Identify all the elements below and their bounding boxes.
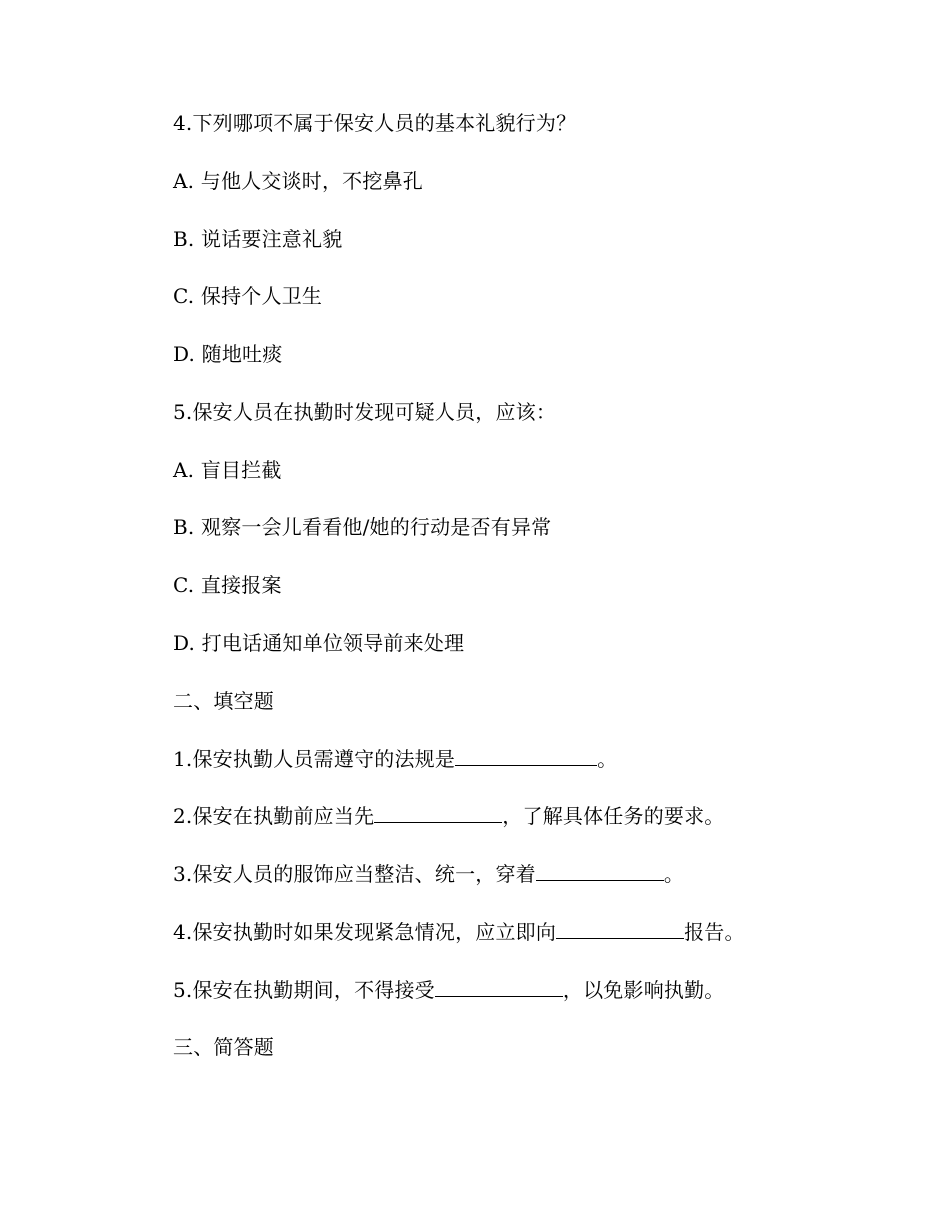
fill-item-5-before: 5.保安在执勤期间，不得接受 — [173, 978, 435, 1002]
section-short-heading: 三、简答题 — [173, 1035, 274, 1059]
fill-blank-2 — [374, 804, 502, 823]
fill-blank-4 — [556, 920, 684, 939]
question-4-option-c: C. 保持个人卫生 — [173, 284, 323, 308]
section-fill-heading: 二、填空题 — [173, 689, 274, 713]
fill-item-4-before: 4.保安执勤时如果发现紧急情况，应立即向 — [173, 920, 557, 944]
fill-item-1-after: 。 — [597, 747, 618, 771]
fill-item-3-after: 。 — [663, 862, 685, 886]
fill-item-2-after: ，了解具体任务的要求。 — [502, 804, 725, 828]
question-4-option-a: A. 与他人交谈时，不挖鼻孔 — [173, 169, 423, 193]
fill-item-1 — [173, 745, 617, 773]
fill-item-2 — [173, 802, 725, 830]
fill-item-3 — [173, 860, 684, 888]
fill-item-3-before: 3.保安人员的服饰应当整洁、统一，穿着 — [173, 862, 536, 886]
question-5-stem: 5.保安人员在执勤时发现可疑人员，应该： — [173, 400, 557, 424]
question-5-option-c: C. 直接报案 — [173, 573, 282, 597]
fill-item-4-after: 报告。 — [684, 920, 745, 944]
question-5-option-b: B. 观察一会儿看看他/她的行动是否有异常 — [173, 515, 552, 539]
question-4-option-d: D. 随地吐痰 — [173, 342, 283, 366]
fill-blank-1 — [455, 747, 597, 766]
fill-item-2-before: 2.保安在执勤前应当先 — [173, 804, 375, 828]
fill-item-5-after: ，以免影响执勤。 — [562, 978, 725, 1002]
question-5-option-d: D. 打电话通知单位领导前来处理 — [173, 631, 465, 655]
fill-item-5 — [173, 976, 725, 1004]
fill-item-1-before: 1.保安执勤人员需遵守的法规是 — [173, 747, 456, 771]
fill-item-4 — [173, 918, 745, 946]
question-4-option-b: B. 说话要注意礼貌 — [173, 227, 343, 251]
question-5-option-a: A. 盲目拦截 — [173, 458, 282, 482]
fill-blank-3 — [536, 862, 664, 881]
fill-blank-5 — [435, 978, 563, 997]
question-4-stem: 4.下列哪项不属于保安人员的基本礼貌行为？ — [173, 111, 577, 135]
